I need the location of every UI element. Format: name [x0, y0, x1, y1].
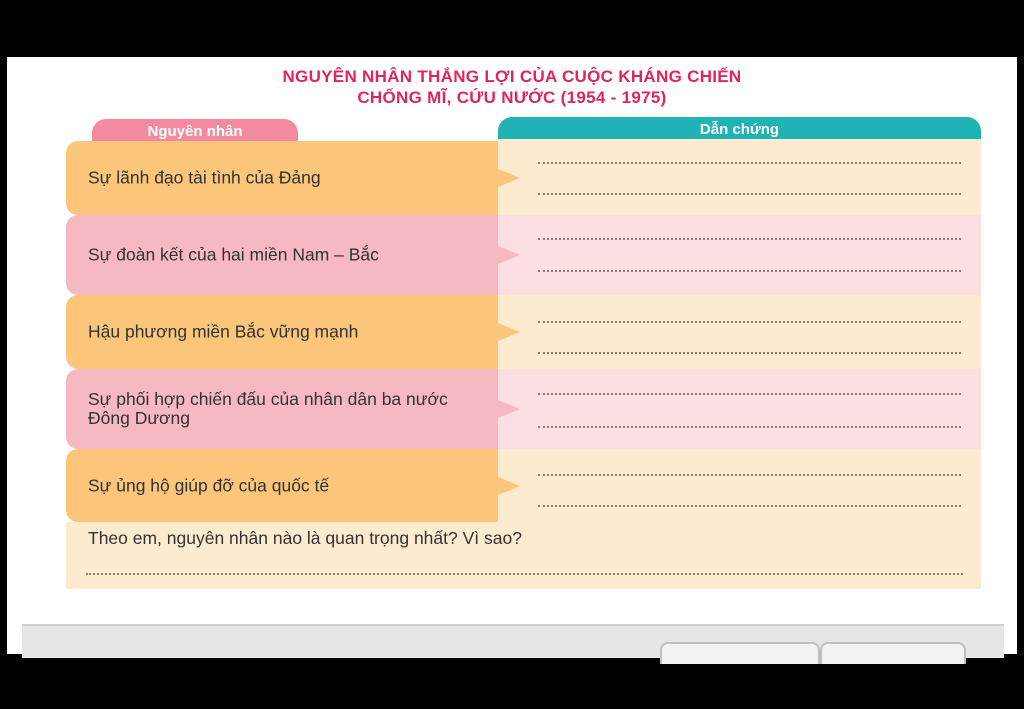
- arrow-icon: [498, 477, 520, 495]
- answer-line: [538, 474, 961, 476]
- evidence-box-1[interactable]: [498, 139, 981, 215]
- answer-line: [538, 505, 961, 507]
- arrow-icon: [498, 323, 520, 341]
- cause-label: Sự ủng hộ giúp đỡ của quốc tế: [88, 475, 330, 495]
- answer-line: [538, 238, 961, 240]
- cause-row-5: [66, 449, 498, 522]
- cause-row-1: [66, 141, 498, 215]
- arrow-icon: [498, 246, 520, 264]
- header-causes-label: Nguyên nhân: [147, 123, 243, 140]
- answer-line: [538, 352, 961, 354]
- worksheet-title-line-1: NGUYÊN NHÂN THẮNG LỢI CỦA CUỘC KHÁNG CHIẾN: [282, 67, 742, 86]
- evidence-box-5[interactable]: [498, 449, 981, 522]
- cause-label: Sự đoàn kết của hai miền Nam – Bắc: [88, 244, 379, 265]
- arrow-icon: [498, 169, 520, 187]
- evidence-box-3[interactable]: [498, 295, 981, 369]
- answer-line: [538, 162, 961, 164]
- arrow-icon: [498, 400, 520, 418]
- worksheet-page: [7, 57, 1017, 654]
- answer-line: [538, 193, 961, 195]
- bottom-toolbar: [22, 624, 1004, 658]
- worksheet-title-line-2: CHỐNG MĨ, CỨU NƯỚC (1954 - 1975): [357, 88, 667, 107]
- answer-line: [86, 573, 963, 575]
- evidence-box-4[interactable]: [498, 369, 981, 449]
- cause-label: Sự phối hợp chiến đấu của nhân dân ba nước Đông Dương: [88, 389, 448, 428]
- question-box[interactable]: [66, 522, 981, 589]
- question-text: Theo em, nguyên nhân nào là quan trọng nhất? Vì sao?: [88, 528, 522, 548]
- cause-row-2: [66, 215, 498, 295]
- answer-line: [538, 321, 961, 323]
- cause-label: Hậu phương miền Bắc vững mạnh: [88, 321, 359, 342]
- header-evidence-label: Dẫn chứng: [699, 121, 780, 138]
- answer-line: [538, 426, 961, 428]
- answer-line: [538, 393, 961, 395]
- answer-line: [538, 270, 961, 272]
- toolbar-button-2[interactable]: [820, 642, 966, 664]
- cause-row-4: [66, 369, 498, 449]
- toolbar-button-1[interactable]: [660, 642, 820, 664]
- cause-row-3: [66, 295, 498, 369]
- cause-label: Sự lãnh đạo tài tình của Đảng: [88, 167, 321, 188]
- evidence-box-2[interactable]: [498, 215, 981, 295]
